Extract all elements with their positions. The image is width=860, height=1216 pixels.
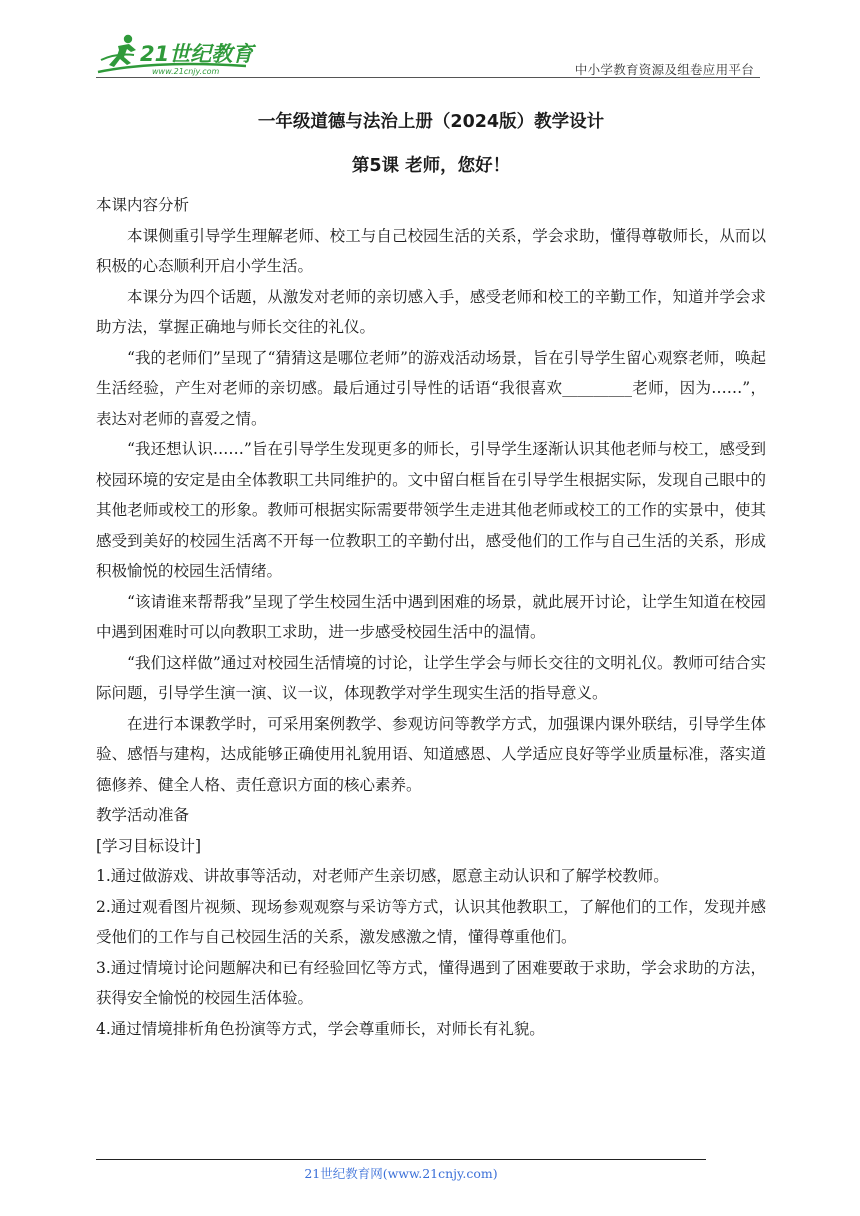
logo-text: 21世纪教育 bbox=[140, 42, 254, 66]
lesson-title: 第5课 老师，您好！ bbox=[351, 156, 511, 176]
paragraph: “我的老师们”呈现了“猜猜这是哪位老师”的游戏活动场景，旨在引导学生留心观察老师，唤起生活经验，产生对老师的亲切感。最后通过引导性的话语“我很喜欢_________老师，因为……”，表达对老师的喜爱之情。 bbox=[96, 348, 766, 428]
runner-logo-icon bbox=[96, 30, 266, 78]
objective-item: 3.通过情境讨论问题解决和已有经验回忆等方式，懂得遇到了困难要敢于求助，学会求助的方法，获得安全愉悦的校园生活体验。 bbox=[96, 958, 766, 1007]
objective-item: 2.通过观看图片视频、现场参观观察与采访等方式，认识其他教职工，了解他们的工作，发现并感受他们的工作与自己校园生活的关系，激发感激之情，懂得尊重他们。 bbox=[96, 897, 766, 946]
footer-link[interactable]: 21世纪教育网(www.21cnjy.com) bbox=[304, 1166, 498, 1181]
site-logo bbox=[96, 30, 266, 78]
page-header bbox=[96, 30, 760, 78]
objective-item: 1.通过做游戏、讲故事等活动，对老师产生亲切感，愿意主动认识和了解学校教师。 bbox=[96, 867, 669, 885]
document-body bbox=[96, 102, 766, 1044]
paragraph: “我们这样做”通过对校园生活情境的讨论，让学生学会与师长交往的文明礼仪。教师可结合实际问题，引导学生演一演、议一议，体现教学对学生现实生活的指导意义。 bbox=[96, 653, 766, 702]
paragraph: 本课侧重引导学生理解老师、校工与自己校园生活的关系，学会求助，懂得尊敬师长，从而以积极的心态顺利开启小学生活。 bbox=[96, 226, 766, 275]
section-heading-analysis: 本课内容分析 bbox=[96, 196, 190, 214]
subheading-objectives: [学习目标设计] bbox=[96, 836, 202, 855]
objective-item: 4.通过情境排析角色扮演等方式，学会尊重师长，对师长有礼貌。 bbox=[96, 1019, 545, 1038]
paragraph: “该请谁来帮帮我”呈现了学生校园生活中遇到困难的场景，就此展开讨论，让学生知道在校园中遇到困难时可以向教职工求助，进一步感受校园生活中的温情。 bbox=[96, 592, 766, 641]
section-heading-preparation: 教学活动准备 bbox=[96, 806, 190, 824]
paragraph: “我还想认识……”旨在引导学生发现更多的师长，引导学生逐渐认识其他老师与校工，感受到校园环境的安定是由全体教职工共同维护的。文中留白框旨在引导学生根据实际，发现自己眼中的其他老师或校工的形象。教师可根据实际需要带领学生走进其他老师或校工的工作的实景中，使其感受到美好的校园生活离不开每一位教职工的辛勤付出，感受他们的工作与自己生活的关系，形成积极愉悦的校园生活情绪。 bbox=[96, 440, 766, 580]
paragraph: 在进行本课教学时，可采用案例教学、参观访问等教学方式，加强课内课外联结，引导学生体验、感悟与建构，达成能够正确使用礼貌用语、知道感恩、人学适应良好等学业质量标准，落实道德修养、健全人格、责任意识方面的核心素养。 bbox=[96, 714, 766, 794]
platform-name: 中小学教育资源及组卷应用平台 bbox=[574, 62, 754, 77]
document-title: 一年级道德与法治上册（2024版）教学设计 bbox=[257, 112, 605, 132]
paragraph: 本课分为四个话题，从激发对老师的亲切感入手，感受老师和校工的辛勤工作，知道并学会求助方法，掌握正确地与师长交往的礼仪。 bbox=[96, 287, 766, 336]
header-divider bbox=[96, 77, 760, 78]
logo-url: www.21cnjy.com bbox=[152, 67, 220, 76]
footer-divider bbox=[96, 1159, 706, 1160]
